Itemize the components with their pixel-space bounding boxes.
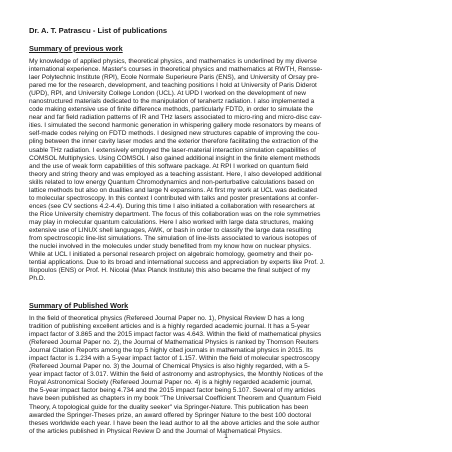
paragraph-line: may play in molecular quantum calculations. Here I also worked with large data structures, making [29, 218, 314, 226]
paragraph-line: (Refereed Journal Paper no. 3) the Journal of Chemical Physics is also highly regarded, with a 5- [29, 363, 310, 371]
paragraph-line: tential applications. Due to its broad and international success and appreciation by experts like Prof. J. [29, 259, 325, 267]
paragraph-line: year impact factor of 3.017. Within the field of astronomy and astrophysics, the Monthly Notices of the [29, 371, 324, 379]
paragraph-line: Ph.D. [29, 275, 46, 283]
page-number: 1 [224, 433, 228, 440]
paragraph-line: (Refereed Journal Paper no. 2), the Journal of Mathematical Physics is ranked by Thomson Reuters [29, 339, 319, 347]
document-header: Dr. A. T. Patrascu - List of publications [29, 26, 168, 35]
paragraph-line: have been published as chapters in my book "The Universal Coefficient Theorem and Quantum Field [29, 395, 322, 403]
paragraph-line: Royal Astronomical Society (Refereed Journal Paper no. 4) is a highly regarded academic journal, [29, 379, 313, 387]
paragraph-line: usable THz radiation. I extensively employed the laser-material interaction simulation capabilities of [29, 146, 316, 154]
paragraph-line: the nuclei involved in the molecules under study benefited from my know how on nuclear physics. [29, 243, 312, 251]
paragraph-line: pling between the inner cavity laser modes and the exterior therefore facilitating the extraction of the [29, 138, 319, 146]
paragraph-line: self-made codes relying on FDTD methods. I designed new structures capable of improving the cou- [29, 130, 320, 138]
paragraph-line: ences (see CV sections 4.2-4.4). During this time I also initiated a collaboration with researchers at [29, 202, 315, 210]
paragraph-line: nanostructured materials dedicated to the manipulation of terahertz radiation. I also implemented a [29, 98, 315, 106]
paragraph-line: skills related to low energy Quantum Chromodynamics and non-perturbative calculations based on [29, 178, 315, 186]
paragraph-line: Iliopoulos (ENS) or Prof. H. Nicolai (Max Planck Institute) this also became the final subject of my [29, 267, 311, 275]
paragraph-line: impact factor of 3.865 and the 2015 impact factor was 4.643. Within the field of mathematical physics [29, 331, 322, 339]
paragraph-line: tradition of publishing excellent articles and is a highly regarded academic journal. It has a 5-year [29, 323, 310, 331]
paragraph-line: (UPD), RPI, and University College London (UCL). At UPD I worked on the development of new [29, 90, 306, 98]
paragraph-line: pared me for the research, development, and teaching positions I hold at University of Paris Diderot [29, 82, 317, 90]
paragraph-line: lattice methods but also on dualities and large N expansions. At first my work at UCL was dedicated [29, 186, 317, 194]
paragraph-line: theory and string theory and was employed as a teaching assistant. Here, I also developed additional [29, 170, 322, 178]
paragraph-line: the Rice University chemistry department. The focus of this collaboration was on the role symmetries [29, 210, 321, 218]
paragraph-line: from spectroscopic line-list simulations. The simulation of line-lists associated to various isotopes of [29, 235, 317, 243]
paragraph-line: to molecular spectroscopy. In this context I contributed with talks and poster presentations at confer- [29, 194, 319, 202]
previous-work-paragraph [29, 58, 422, 283]
section-title-previous-work: Summary of previous work [29, 44, 123, 53]
section-title-published-work: Summary of Published Work [29, 301, 129, 310]
paragraph-line: In the field of theoretical physics (Refereed Journal Paper no. 1), Physical Review D has a long [29, 315, 305, 322]
paragraph-line: and the use of weak form capabilities of this software package. At RPI I worked on quantum field [29, 162, 309, 170]
paragraph-line: Journal Citation Reports among the top 5 highly cited journals in mathematical physics in 2015. Its [29, 347, 313, 355]
paragraph-line: international experience. Master's courses in theoretical physics and mathematics at RWTH, Rensse- [29, 66, 323, 74]
paragraph-line: My knowledge of applied physics, theoretical physics, and mathematics is underlined by my diverse [29, 58, 317, 65]
paragraph-line: ities. I simulated the second harmonic generation in whispering gallery mode resonators by means of [29, 122, 321, 130]
paragraph-line: near and far field radiation patterns of IR and THz lasers associated to micro-ring and micro-disc cav- [29, 114, 322, 122]
paragraph-line: of the articles published in Physical Review D and the Journal of Mathematical Physics. [29, 427, 282, 435]
paragraph-line: COMSOL Multiphysics. Using COMSOL I also gained additional insight in the finite element methods [29, 154, 320, 162]
paragraph-line: impact factor is 1.234 with a 5-year impact factor of 1.157. Within the field of molecular spectroscopy [29, 355, 320, 363]
paragraph-line: extensive use of LINUX shell languages, AWK, or bash in order to classify the large data resulting [29, 226, 312, 234]
paragraph-line: While at UCL I initiated a personal research project on algebraic homology, geometry and their po- [29, 251, 314, 259]
paragraph-line: Theory, A topological guide for the duality seeker" via Springer-Nature. This publication has been [29, 403, 309, 411]
paragraph-line: laer Polytechnic Institute (RPI), Ecole Normale Superieure Paris (ENS), and University of Orsay pre- [29, 74, 319, 82]
paragraph-line: theses worldwide each year. I have been the lead author to all the above articles and the sole author [29, 419, 320, 427]
paragraph-line: code making extensive use of finite difference methods, particularly FDTD, in order to simulate the [29, 106, 314, 114]
published-work-paragraph [29, 315, 422, 436]
paragraph-line: the 5-year impact factor being 4.734 and the 2015 impact factor being 5.107. Several of my articles [29, 387, 316, 395]
paragraph-line: awarded the Springer-Theses prize, an award offered by Springer Nature to the best 100 doctoral [29, 411, 311, 419]
